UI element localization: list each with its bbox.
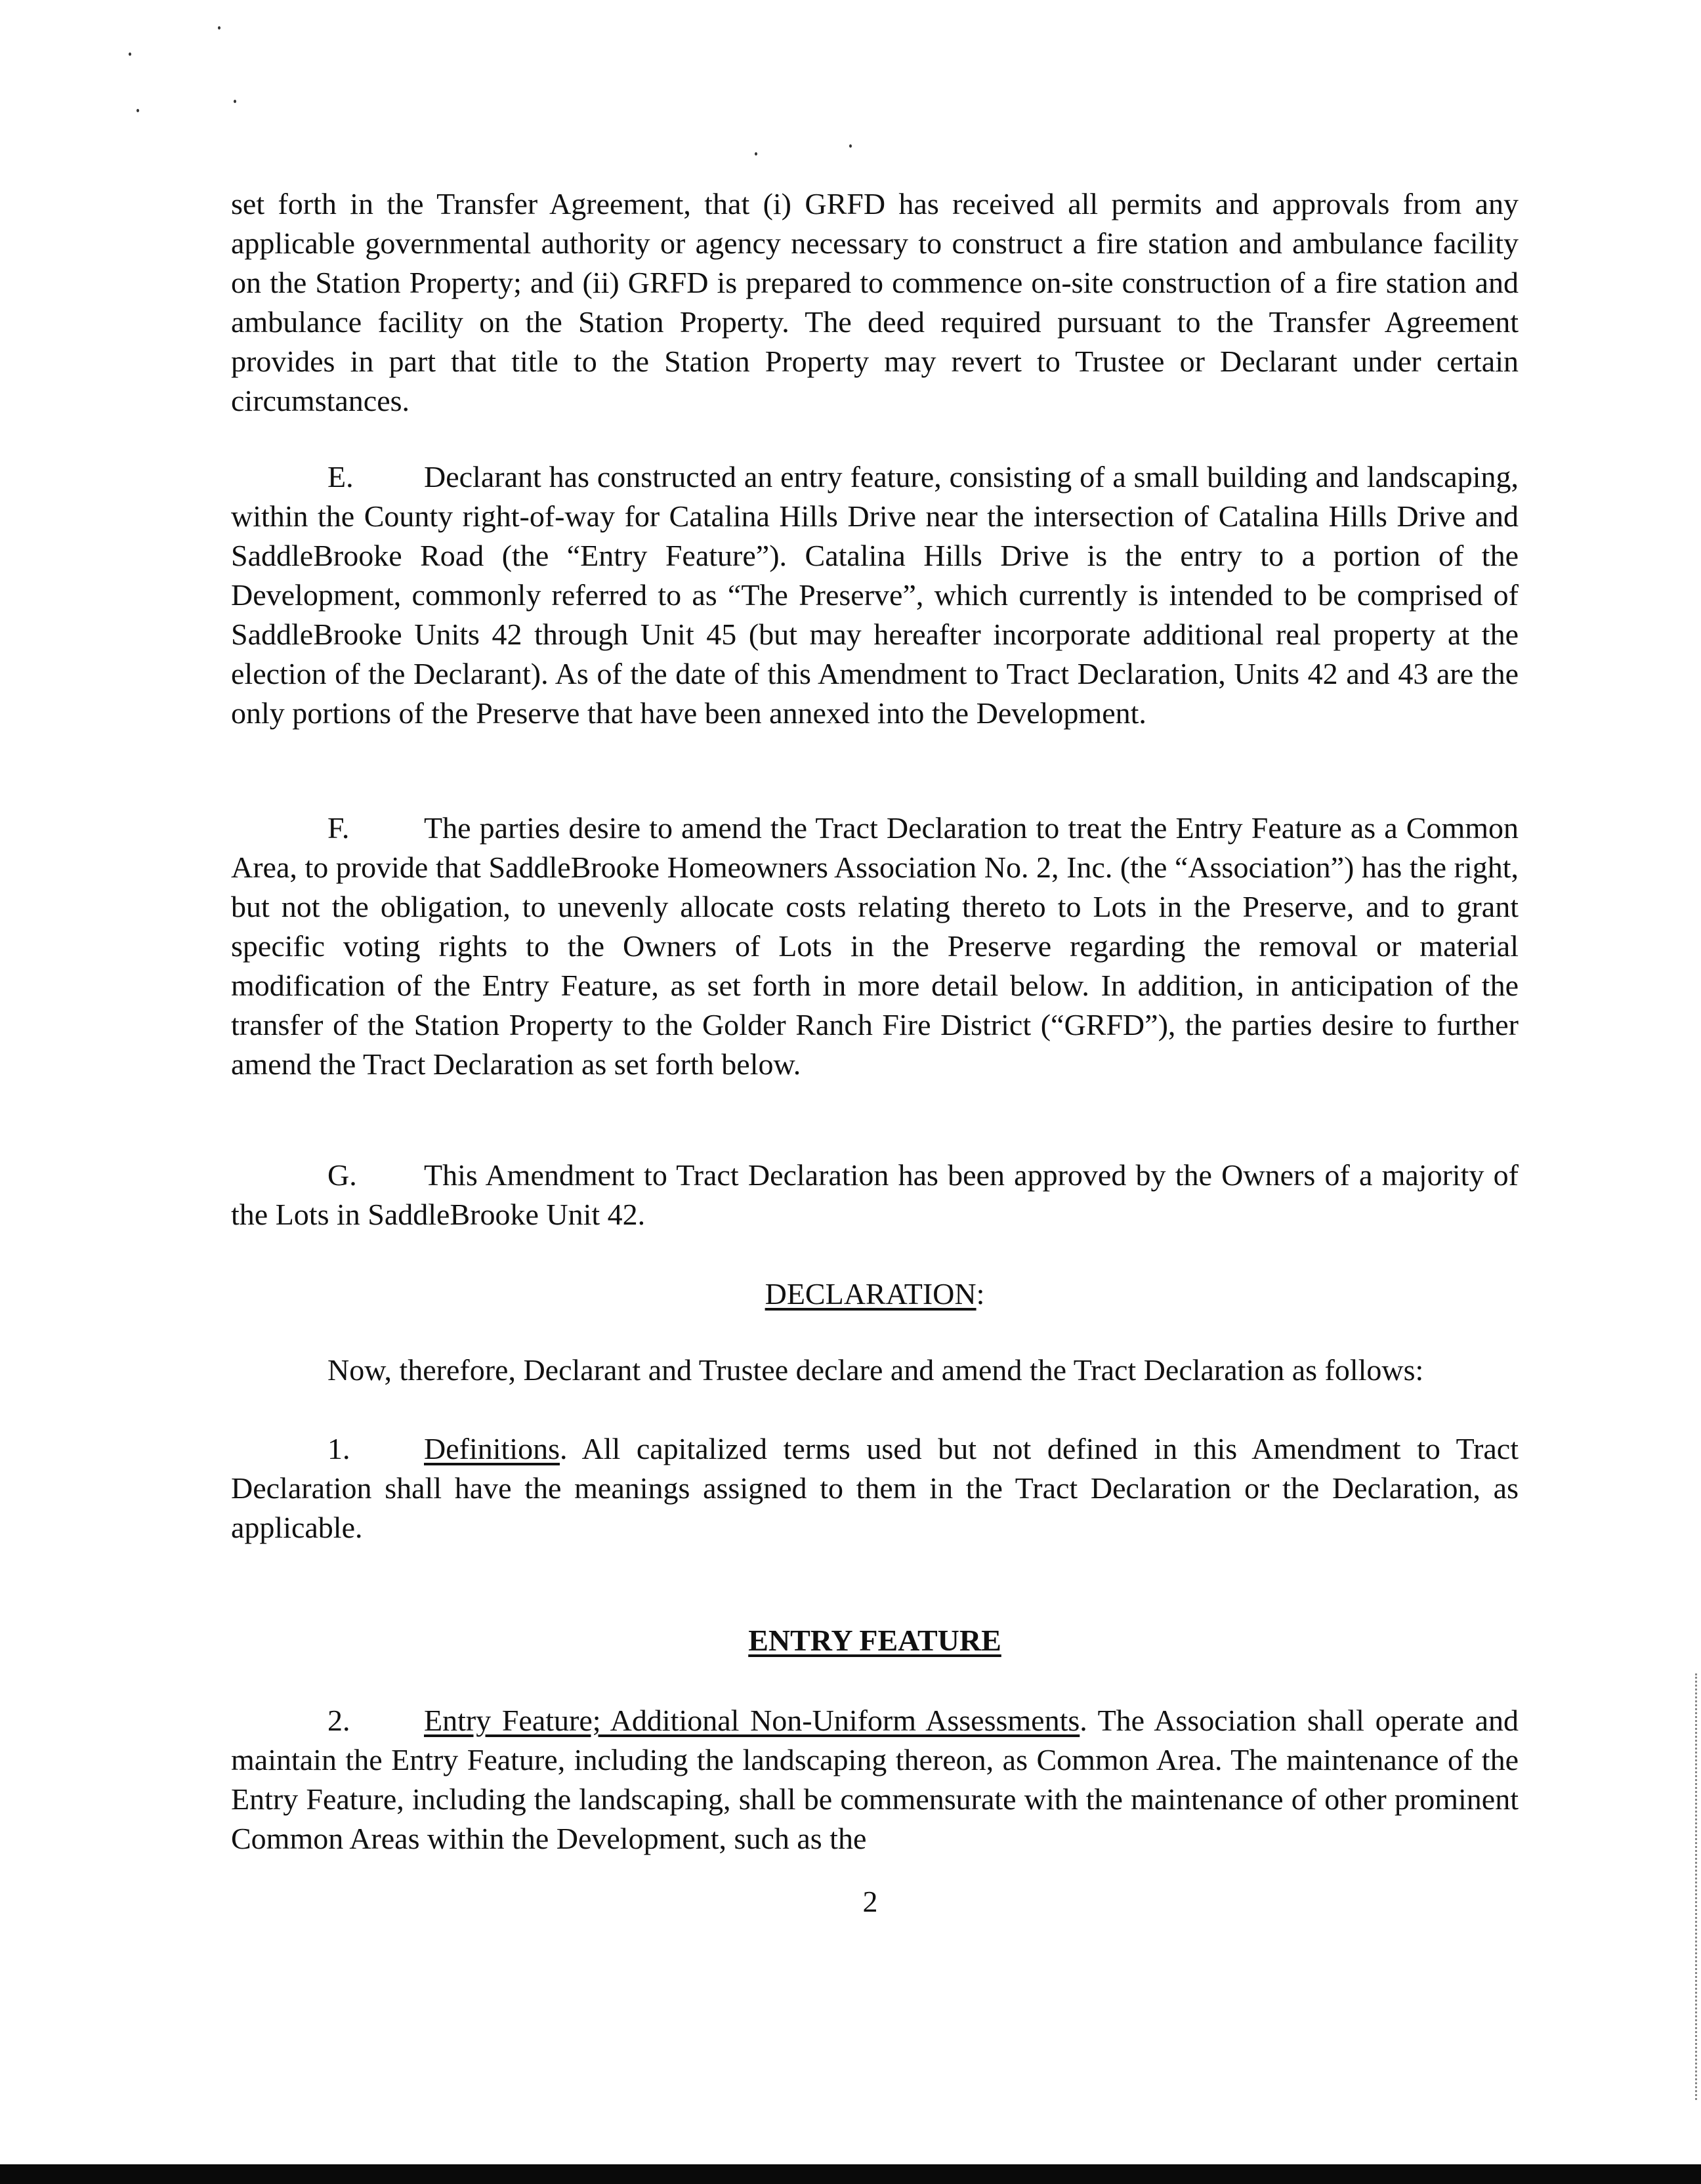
item-2-text: . The Association shall operate and maintain the Entry Feature, including the landscaping thereon, as Common Area. The maintenance of the Entry Feature, including the landscaping, shall be commensurate with the maintenance of other prominent Common Areas within the Development, such as the bbox=[231, 1704, 1519, 1855]
item-2-title: Entry Feature; Additional Non-Uniform Assessments bbox=[424, 1704, 1080, 1737]
body-text-item-1 bbox=[231, 1429, 1519, 1547]
item-1-title: Definitions bbox=[424, 1432, 560, 1465]
declaration-heading bbox=[231, 1274, 1519, 1314]
body-text-now-therefore bbox=[231, 1351, 1519, 1390]
paragraph-g bbox=[231, 1156, 1519, 1234]
entry-feature-heading bbox=[231, 1621, 1519, 1660]
paragraph-now-therefore: Now, therefore, Declarant and Trustee declare and amend the Tract Declaration as follows: bbox=[327, 1353, 1424, 1387]
paragraph-f bbox=[231, 808, 1519, 1084]
item-1-text: . All capitalized terms used but not defined in this Amendment to Tract Declaration shall have the meanings assigned to them in the Tract Declaration or the Declaration, as applicable. bbox=[231, 1432, 1519, 1544]
body-text-g bbox=[231, 1156, 1519, 1234]
paragraph-item-1 bbox=[231, 1429, 1519, 1547]
item-marker: 1. bbox=[327, 1432, 350, 1465]
paragraph-g-text: This Amendment to Tract Declaration has been approved by the Owners of a majority of the Lots in SaddleBrooke Unit 42. bbox=[231, 1158, 1519, 1231]
scan-speck bbox=[218, 26, 220, 30]
paragraph-marker: F. bbox=[327, 811, 350, 845]
scan-speck bbox=[129, 52, 131, 56]
declaration-heading-colon: : bbox=[976, 1277, 985, 1311]
scan-bottom-border bbox=[0, 2164, 1701, 2184]
scan-speck bbox=[755, 152, 757, 156]
scan-speck bbox=[849, 144, 852, 148]
scan-speck bbox=[136, 109, 139, 112]
item-marker: 2. bbox=[327, 1704, 350, 1737]
paragraph-intro: set forth in the Transfer Agreement, that (i) GRFD has received all permits and approvals from any applicable governmental authority or agency necessary to construct a fire station and ambulance facility on the Station Property; and (ii) GRFD is prepared to commence on-site construction of a fire station and ambulance facility on the Station Property. The deed required pursuant to the Transfer Agreement provides in part that title to the Station Property may revert to Trustee or Declarant under certain circumstances. bbox=[231, 187, 1519, 417]
paragraph-marker: G. bbox=[327, 1158, 357, 1192]
scan-edge-artifact bbox=[1695, 1673, 1699, 2100]
paragraph-e bbox=[231, 457, 1519, 733]
paragraph-f-text: The parties desire to amend the Tract Declaration to treat the Entry Feature as a Common Area, to provide that SaddleBrooke Homeowners Association No. 2, Inc. (the “Association”) has the right, but not the obligation, to unevenly allocate costs relating thereto to Lots in the Preserve, and to grant specific voting rights to the Owners of Lots in the Preserve regarding the removal or material modification of the Entry Feature, as set forth in more detail below. In addition, in anticipation of the transfer of the Station Property to the Golder Ranch Fire District (“GRFD”), the parties desire to further amend the Tract Declaration as set forth below. bbox=[231, 811, 1519, 1081]
body-text-intro bbox=[231, 184, 1519, 421]
body-text-e bbox=[231, 457, 1519, 733]
body-text-f bbox=[231, 808, 1519, 1084]
scan-speck bbox=[234, 100, 236, 103]
page-number: 2 bbox=[862, 1885, 878, 1918]
paragraph-marker: E. bbox=[327, 460, 354, 494]
paragraph-e-text: Declarant has constructed an entry feature, consisting of a small building and landscaping, within the County right-of-way for Catalina Hills Drive near the intersection of Catalina Hills Drive and SaddleBrooke Road (the “Entry Feature”). Catalina Hills Drive is the entry to a portion of the Development, commonly referred to as “The Preserve”, which currently is intended to be comprised of SaddleBrooke Units 42 through Unit 45 (but may hereafter incorporate additional real property at the election of the Declarant). As of the date of this Amendment to Tract Declaration, Units 42 and 43 are the only portions of the Preserve that have been annexed into the Development. bbox=[231, 460, 1519, 730]
paragraph-item-2 bbox=[231, 1701, 1519, 1858]
entry-feature-heading-text: ENTRY FEATURE bbox=[748, 1624, 1001, 1657]
body-text-item-2 bbox=[231, 1701, 1519, 1858]
declaration-heading-text: DECLARATION bbox=[765, 1277, 976, 1311]
